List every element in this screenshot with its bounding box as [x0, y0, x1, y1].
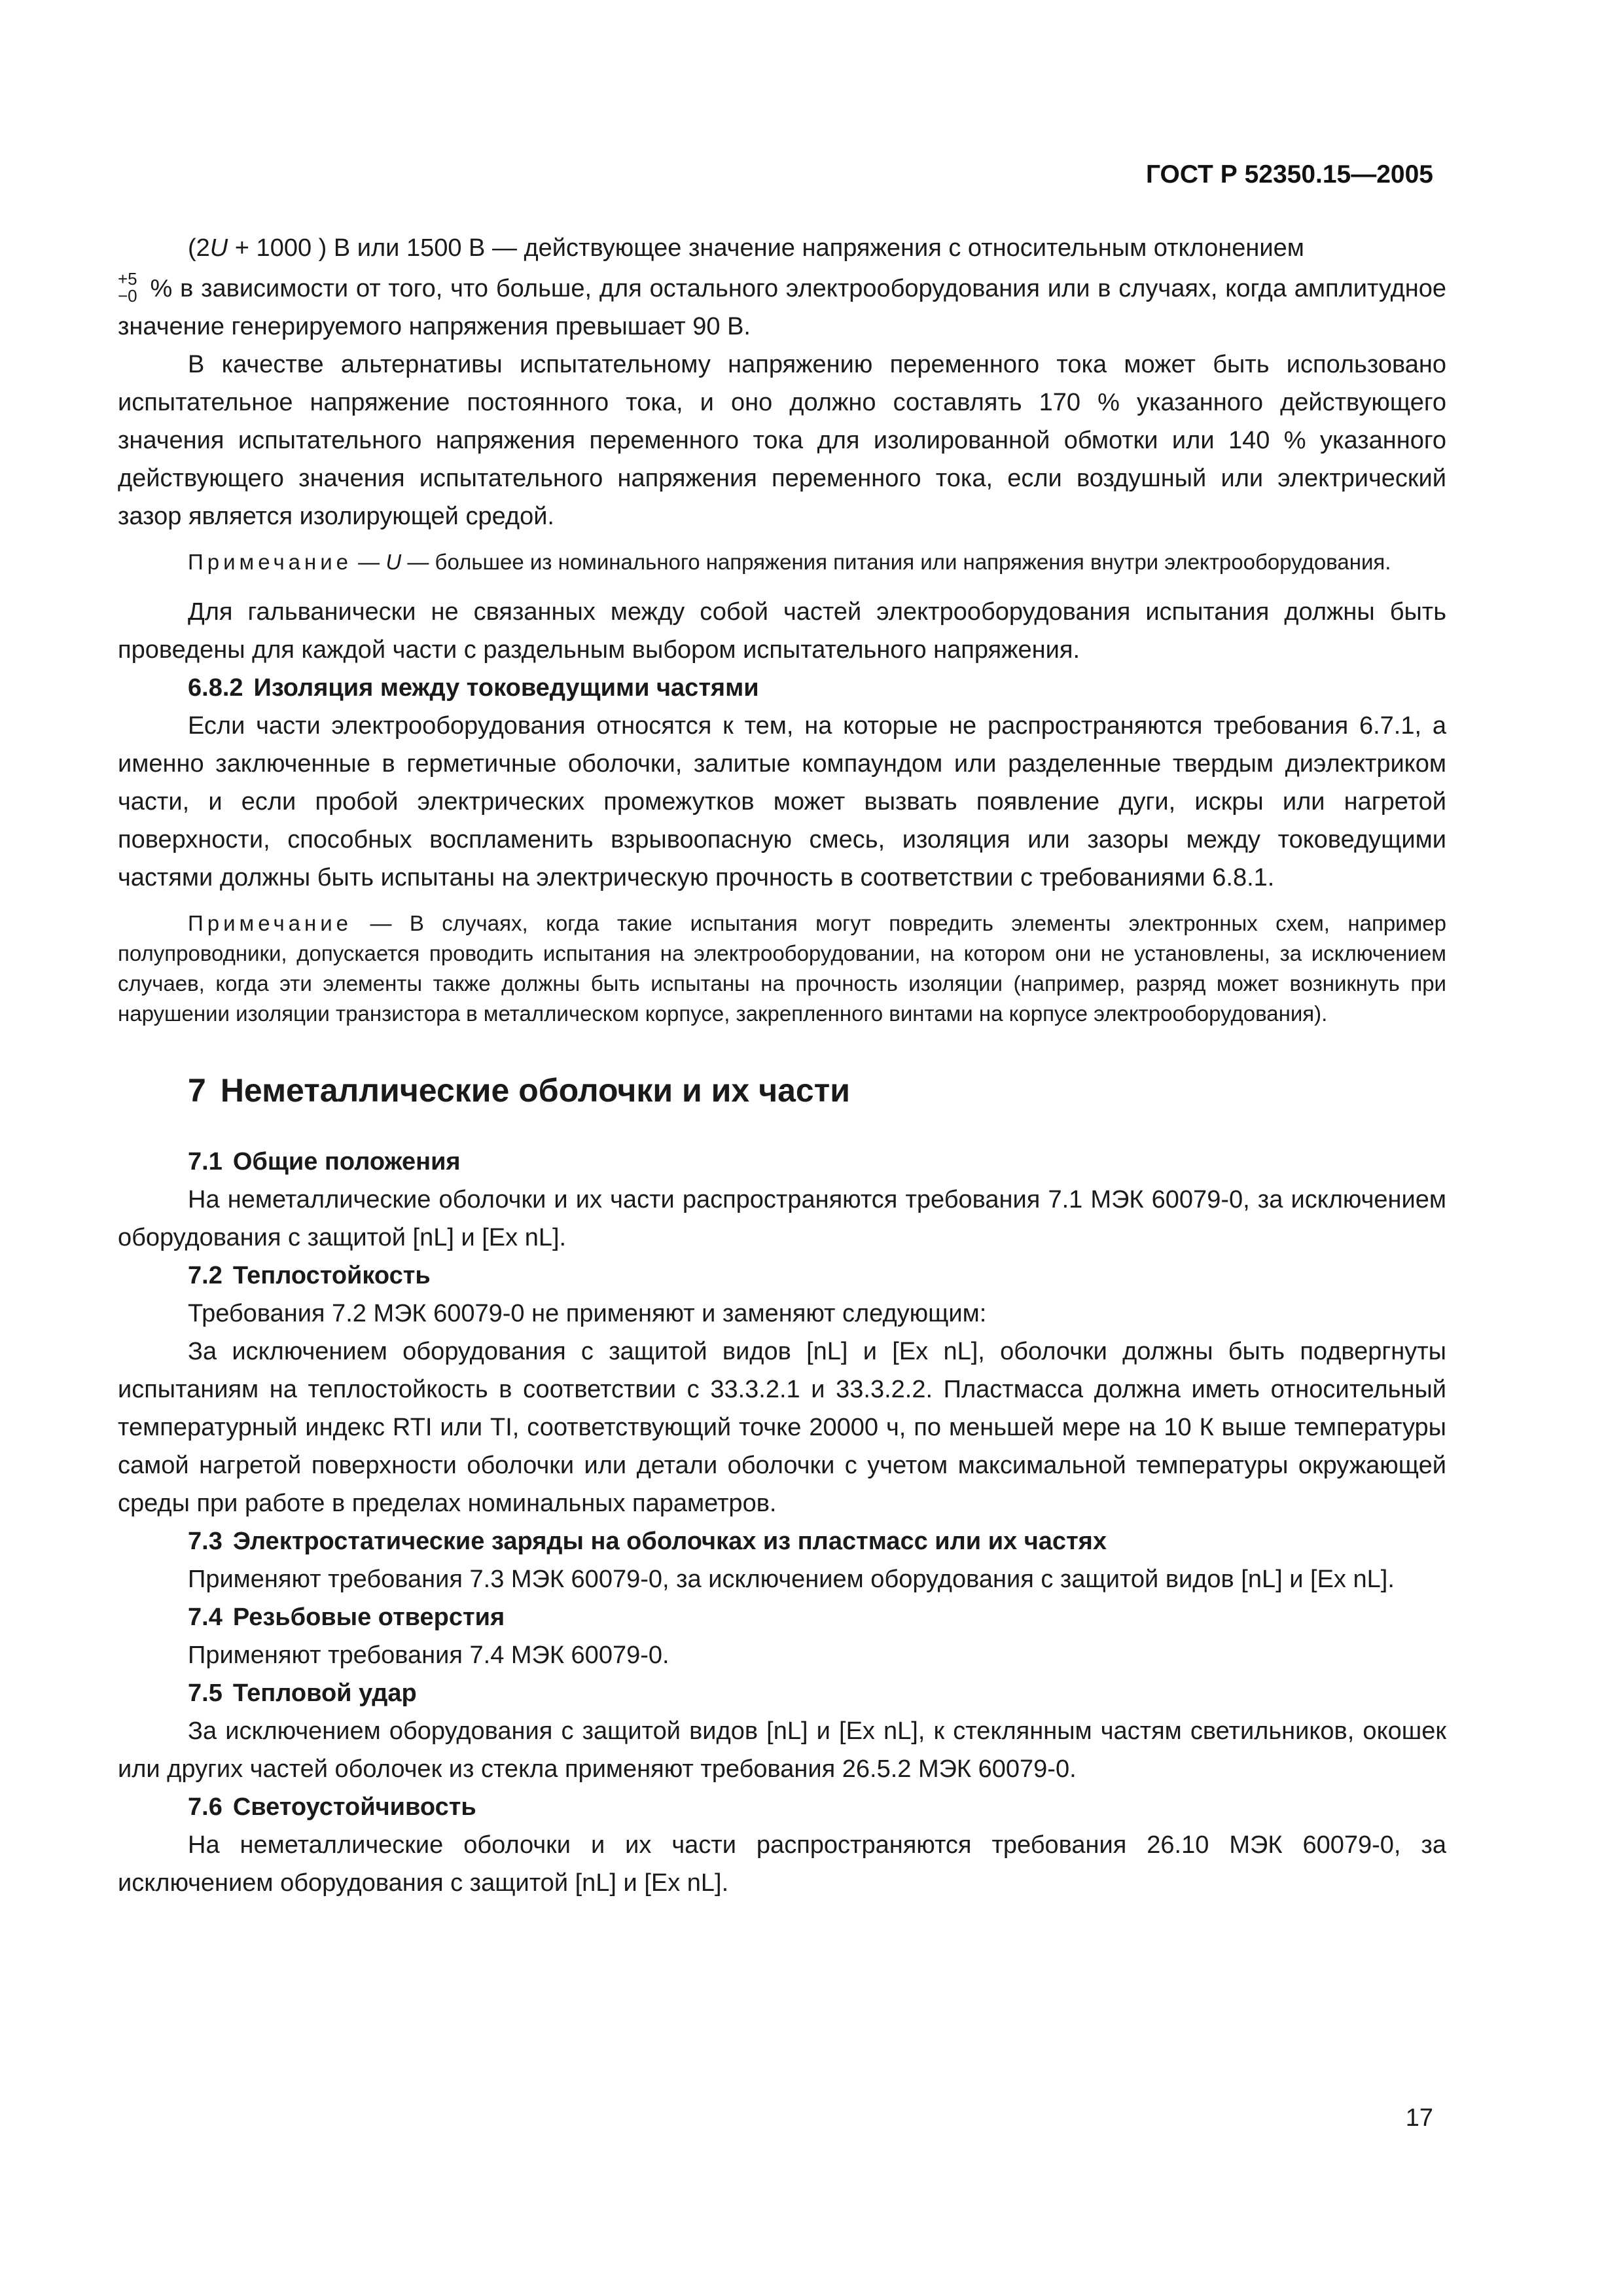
note-2: Примечание — В случаях, когда такие испытания могут повредить элементы электронных схем, например полупроводники, допускается проводить испытания на электрооборудовании, на котором они не установлены, за исключением случаев, когда эти элементы также должны быть испытаны на прочность изоляции (например, разряд может возникнуть при нарушении изоляции транзистора в металлическом корпусе, закрепленного винтами на корпусе электрооборудования).: [118, 911, 1446, 1026]
subsection-7-6-text: На неметаллические оболочки и их части распространяются требования 26.10 МЭК 60079-0, за исключением оборудования с защитой [nL] и [Ex nL].: [118, 1831, 1446, 1897]
intro-tolerance-paragraph: +5 −0 % в зависимости от того, что больше, для остального электрооборудования или в случаях, когда амплитудное значение генерируемого напряжения превышает 90 В.: [118, 268, 1446, 340]
note-label: Примечание: [188, 550, 353, 574]
subsection-7-6-heading: 7.6 Светоустойчивость: [188, 1793, 476, 1821]
note-label: Примечание: [188, 911, 353, 935]
subsection-6-8-2-text: Если части электрооборудования относятся к тем, на которые не распространяются требования 6.7.1, а именно заключенные в герметичные оболочки, залитые компаундом или разделенные твердым диэлектриком части, и если пробой электрических промежутков может вызвать появление дуги, искры или нагретой поверхности, способных воспламенить взрывоопасную смесь, изоляция или зазоры между токоведущими частями должны быть испытаны на электрическую прочность в соответствии с требованиями 6.8.1.: [118, 712, 1446, 891]
u-symbol: U: [209, 234, 228, 262]
page-content: [118, 229, 1446, 1902]
subsection-7-1-text: На неметаллические оболочки и их части распространяются требования 7.1 МЭК 60079-0, за исключением оборудования с защитой [nL] и [Ex nL].: [118, 1186, 1446, 1251]
subsection-7-4-text: Применяют требования 7.4 МЭК 60079-0.: [188, 1641, 669, 1669]
subsection-7-2-text-1: Требования 7.2 МЭК 60079-0 не применяют и заменяют следующим:: [188, 1300, 987, 1327]
page-number: 17: [1405, 2104, 1433, 2132]
intro-line-voltage: (2U + 1000 ) В или 1500 В — действующее значение напряжения с относительным отклонением: [188, 234, 1304, 262]
document-code-header: ГОСТ Р 52350.15—2005: [1145, 160, 1433, 188]
note-1: Примечание — U — большее из номинального напряжения питания или напряжения внутри электрооборудования.: [188, 550, 1391, 574]
subsection-7-2-text-2: За исключением оборудования с защитой видов [nL] и [Ex nL], оболочки должны быть подвергнуты испытаниям на теплостойкость в соответствии с 33.3.2.1 и 33.3.2.2. Пластмасса должна иметь относительный температурный индекс RTI или TI, соответствующий точке 20000 ч, по меньшей мере на 10 К выше температуры самой нагретой поверхности оболочки или детали оболочки с учетом максимальной температуры окружающей среды при работе в пределах номинальных параметров.: [118, 1338, 1446, 1517]
galvanic-paragraph: Для гальванически не связанных между собой частей электрооборудования испытания должны быть проведены для каждой части с раздельным выбором испытательного напряжения.: [118, 598, 1446, 664]
subsection-7-2-heading: 7.2 Теплостойкость: [188, 1262, 431, 1289]
dc-alternative-paragraph: В качестве альтернативы испытательному напряжению переменного тока может быть использовано испытательное напряжение постоянного тока, и оно должно составлять 170 % указанного действующего значения испытательного напряжения переменного тока для изолированной обмотки или 140 % указанного действующего значения испытательного напряжения переменного тока, если воздушный или электрический зазор является изолирующей средой.: [118, 351, 1446, 530]
subsection-7-4-heading: 7.4 Резьбовые отверстия: [188, 1604, 505, 1631]
subsection-7-5-heading: 7.5 Тепловой удар: [188, 1679, 417, 1707]
subsection-6-8-2-heading: 6.8.2 Изоляция между токоведущими частями: [188, 674, 759, 702]
subsection-7-5-text: За исключением оборудования с защитой видов [nL] и [Ex nL], к стеклянным частям светильников, окошек или других частей оболочек из стекла применяют требования 26.5.2 МЭК 60079-0.: [118, 1717, 1446, 1783]
subsection-7-1-heading: 7.1 Общие положения: [188, 1148, 461, 1175]
subsection-7-3-heading: 7.3 Электростатические заряды на оболочках из пластмасс или их частях: [188, 1528, 1107, 1555]
section-7-heading: 7 Неметаллические оболочки и их части: [188, 1072, 850, 1109]
tolerance-fraction: +5 −0: [118, 268, 137, 306]
subsection-7-3-text: Применяют требования 7.3 МЭК 60079-0, за исключением оборудования с защитой видов [nL] и [Ex nL].: [188, 1566, 1395, 1593]
